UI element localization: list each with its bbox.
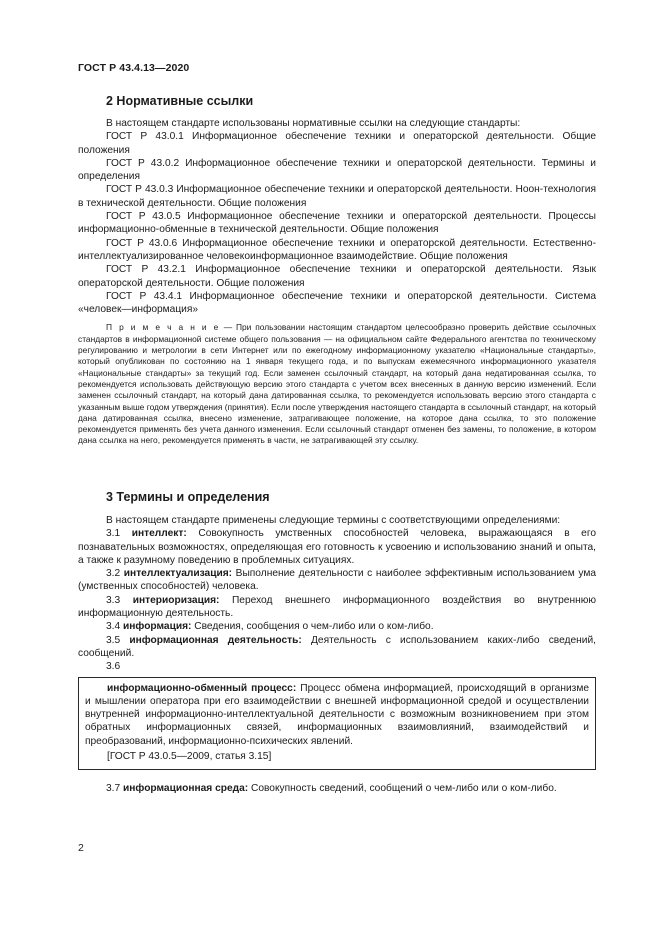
term-definition: Сведения, сообщения о чем-либо или о ком-либо. [191,621,434,633]
term-name: интериоризация: [132,594,220,606]
term-entry: 3.1 интеллект: Совокупность умственных способностей человека, выражающаяся в его познавательных возможностях, определяющая его готовность к усвоению и использованию знаний и опыта, а также к разумному поведению в проблемных ситуациях. [78,528,596,566]
section-2-body [78,117,596,447]
reference-item: ГОСТ Р 43.2.1 Информационное обеспечение техники и операторской деятельности. Язык операторской деятельности. Общие положения [78,264,596,289]
term-3-6-box [78,677,596,771]
page-number: 2 [78,842,84,854]
reference-item: ГОСТ Р 43.0.2 Информационное обеспечение техники и операторской деятельности. Термины и определения [78,157,596,183]
term-name: информация: [123,621,192,633]
note-label: П р и м е ч а н и е [106,322,220,333]
note-text: — При пользовании настоящим стандартом целесообразно проверить действие ссылочных стандартов в информационной системе общего пользования — на официальном сайте Федерального агентства по техническому регулированию и метрологии в сети Интернет или по ежегодному информационному указателю «Национальные стандарты», который опубликован по состоянию на 1 января текущего года, и по выпускам ежемесячного информационного указателя «Национальные стандарты» за текущий год. Если заменен ссылочный стандарт, на который дана недатированная ссылка, то рекомендуется использовать действующую версию этого стандарта с учетом всех внесенных в данную версию изменений. Если заменен ссылочный стандарт, на который дана датированная ссылка, то рекомендуется использовать версию этого стандарта с указанным выше годом утверждения (принятия). Если после утверждения настоящего стандарта в ссылочный стандарт, на который дана датированная ссылка, внесено изменение, затрагивающее положение, на которое дана ссылка, то это положение рекомендуется применять без учета данного изменения. Если ссылочный стандарт отменен без замены, то положение, в котором дана ссылка на него, рекомендуется применять в части, не затрагивающей эту ссылку. [78,322,596,446]
term-name: интеллектуализация: [123,568,233,580]
section-3-heading: 3 Термины и определения [106,490,270,504]
term-name: интеллект: [131,528,187,540]
term-definition: Процесс обмена информацией, происходящий в организме и мышлении оператора при его взаимодействии с внешней информационной средой и осуществлении внутренней информационно-интеллектуальной деятельности с возможным возникновением при этом обратных информационных связей, информационных взаимовлияний, взаимодействий и преобразований, информационно-психических явлений. [85,682,590,747]
term-3-6-number: 3.6 [106,661,121,673]
section-3-intro: В настоящем стандарте применены следующие термины с соответствующими определениями: [106,515,561,526]
section-2-intro: В настоящем стандарте использованы нормативные ссылки на следующие стандарты: [106,118,521,129]
note-paragraph [78,322,596,446]
term-entry: 3.7 информационная среда: Совокупность сведений, сообщений о чем-либо или о ком-либо. [106,783,557,795]
section-terms [78,490,596,504]
reference-item: ГОСТ Р 43.0.1 Информационное обеспечение техники и операторской деятельности. Общие положения [78,131,596,156]
section-normative-references [78,94,596,108]
reference-item: ГОСТ Р 43.0.6 Информационное обеспечение техники и операторской деятельности. Естественно-интеллектуализированное человекоинформационное взаимодействие. Общие положения [78,237,596,262]
term-entry: 3.5 информационная деятельность: Деятельность с использованием каких-либо сведений, сообщений. [78,634,596,659]
term-name: информационно-обменный процесс: [107,682,297,694]
term-definition: Деятельность с использованием каких-либо сведений, сообщений. [78,634,596,659]
running-header: ГОСТ Р 43.4.13—2020 [78,62,190,74]
section-2-heading: 2 Нормативные ссылки [106,94,254,108]
reference-item: ГОСТ Р 43.4.1 Информационное обеспечение техники и операторской деятельности. Система «человек—информация» [78,290,596,316]
term-definition: Совокупность умственных способностей человека, выражающаяся в его познавательных возможностях, определяющая его готовность к усвоению и использованию знаний и опыта, а также к разумному поведению в проблемных ситуациях. [78,528,596,566]
section-3-body [78,514,596,796]
reference-item: ГОСТ Р 43.0.5 Информационное обеспечение техники и операторской деятельности. Процессы информационно-обменные в технической деятельности. Общие положения [78,211,596,236]
term-entry [85,682,589,748]
term-definition: Переход внешнего информационного воздействия во внутреннюю информационную деятельность. [78,594,596,620]
term-name: информационная среда: [123,783,249,795]
term-name: информационная деятельность: [129,634,302,646]
term-source: [ГОСТ Р 43.0.5—2009, статья 3.15] [107,751,272,763]
term-definition: Совокупность сведений, сообщений о чем-либо или о ком-либо. [248,783,557,795]
term-entry: 3.4 информация: Сведения, сообщения о чем-либо или о ком-либо. [106,621,434,633]
term-entry: 3.3 интериоризация: Переход внешнего информационного воздействия во внутреннюю информационную деятельность. [78,594,596,620]
term-definition: Выполнение деятельности с наиболее эффективным использованием ума (умственных способностей) человека. [78,568,596,593]
reference-item: ГОСТ Р 43.0.3 Информационное обеспечение техники и операторской деятельности. Ноон-технология в технической деятельности. Общие положения [78,184,596,209]
term-entry: 3.2 интеллектуализация: Выполнение деятельности с наиболее эффективным использованием ума (умственных способностей) человека. [78,568,596,593]
